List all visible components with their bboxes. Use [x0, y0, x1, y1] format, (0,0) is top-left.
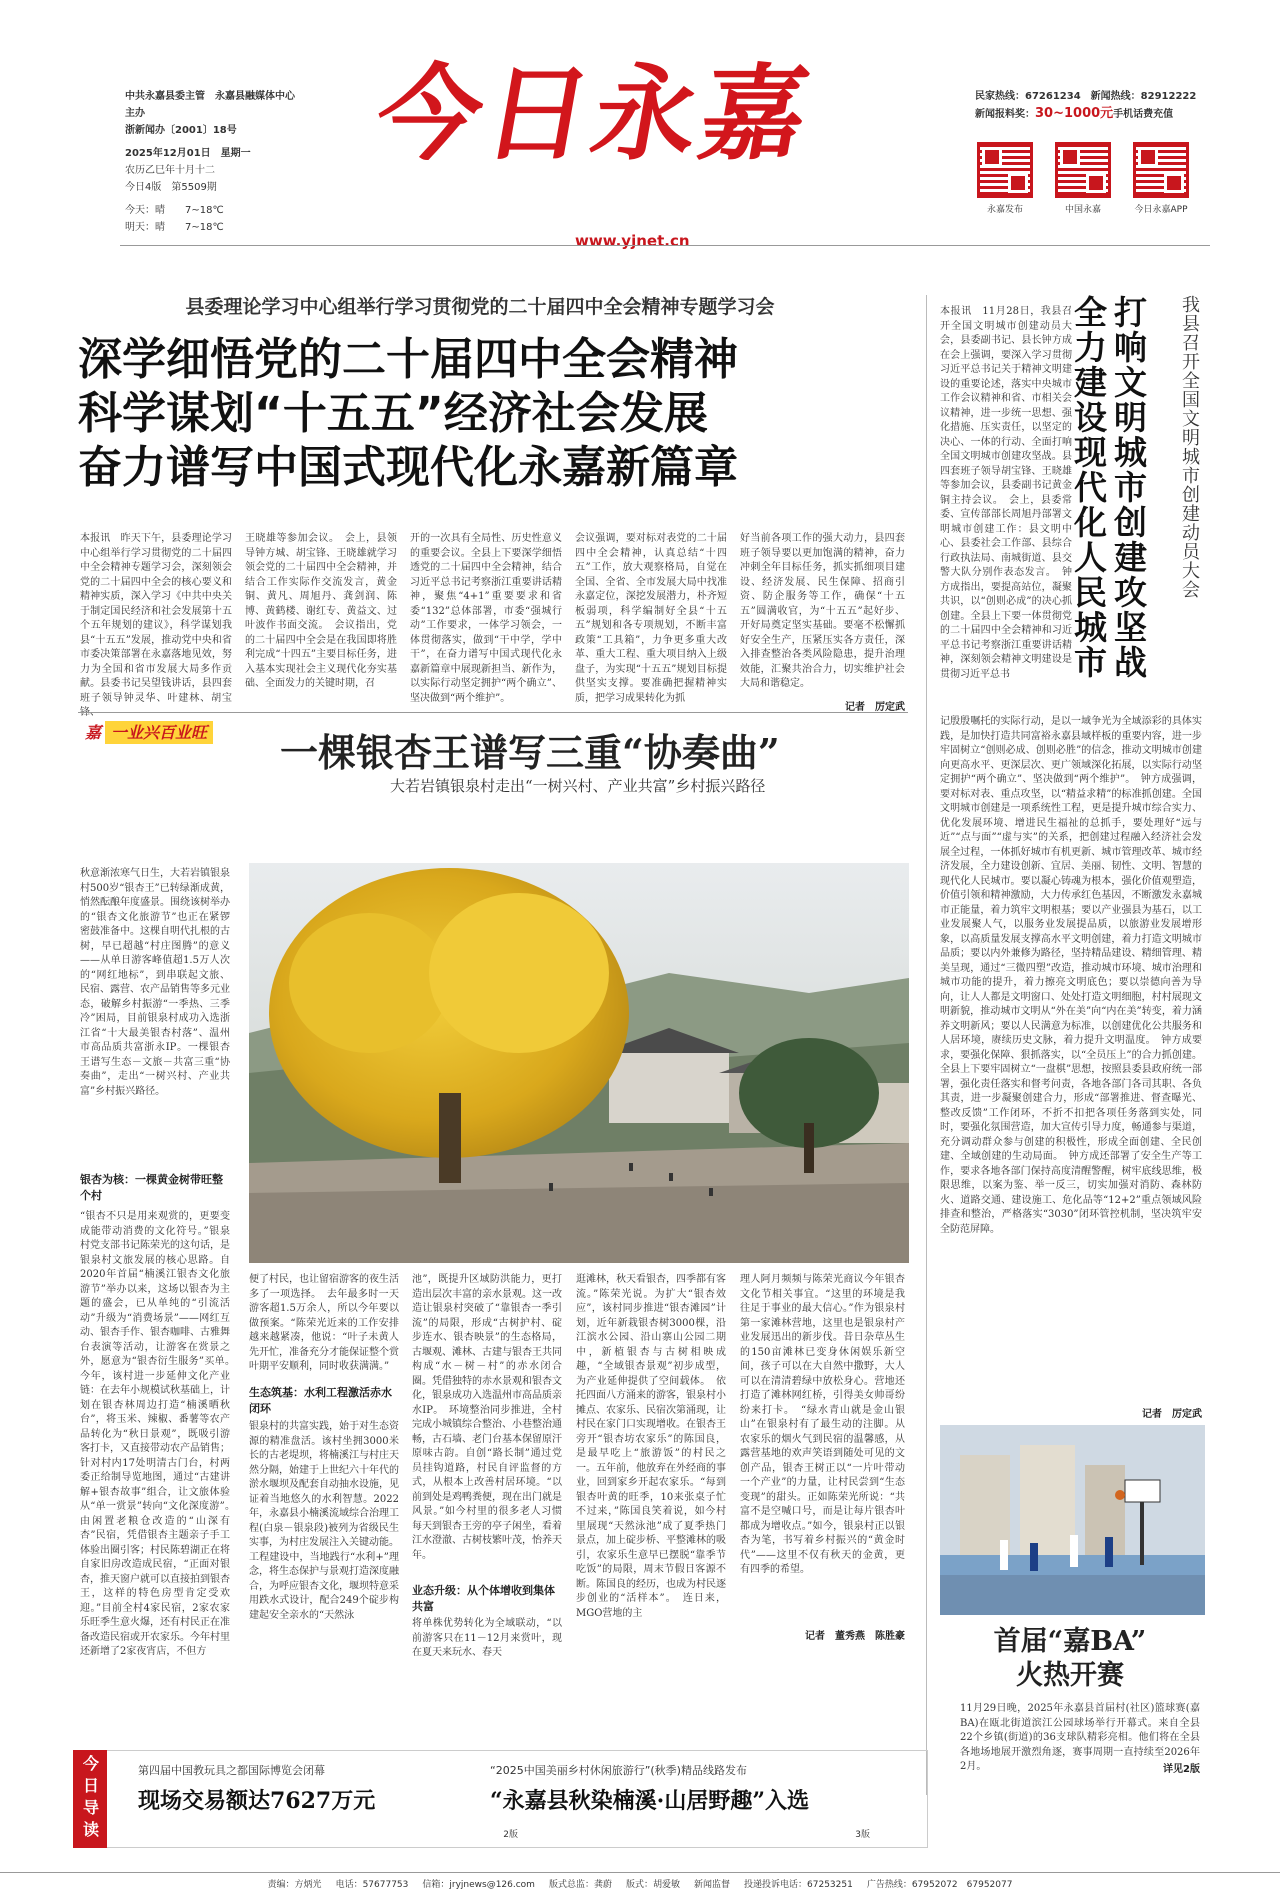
page-footer	[0, 1872, 1280, 1890]
qr-code-app[interactable]	[1131, 142, 1191, 215]
site-url[interactable]: www.yjnet.cn	[575, 232, 690, 250]
qr-label: 今日永嘉APP	[1134, 205, 1188, 215]
gingko-byline: 记者 董秀燕 陈胜豪	[805, 1631, 905, 1642]
basketball-photo	[940, 1425, 1205, 1615]
masthead-rule	[120, 245, 1210, 246]
sponsor-text: 中共永嘉县委主管 永嘉县融媒体中心主办	[125, 91, 295, 119]
lead-headline	[78, 333, 908, 495]
footer-supervision: 新闻监督	[694, 1880, 731, 1890]
gingko-tree-image	[249, 863, 909, 1263]
issue-date: 2025年12月01日 星期一	[125, 148, 251, 159]
basketball-headline	[945, 1625, 1195, 1693]
civilization-col-top: 本报讯 11月28日，我县召开全国文明城市创建动员大会，县委副书记、县长钟方成在会上强调，要深入学习贯彻习近平总书记关于精神文明建设的重要论述，落实中央城市工作会议精神和省、市相关会议精神，进一步统一思想、强化措施、压实责任，以坚定的决心、一体的行动、全面打响全国文明城市创建攻坚战。县四套班子领导胡宝锋、王晓雄等参加会议，县委副书记黄金铜主持会议。 会上，县委常委、宣传部部长周旭丹部署文明城市创建工作：县文明中心、县委社会工作部、县综合行政执法局、南城街道、县交警大队分别作表态发言。 钟方成指出，要提高站位，凝聚共识，以“创则必成”的决心抓创建。全县上下要一体贯彻党的二十届四中全会精神和习近平总书记考察浙江重要讲话精神，深刻领会精神文明建设是贯彻习近平总书	[940, 306, 1072, 680]
tag-char: 嘉	[85, 723, 102, 742]
guide-kicker: 第四届中国教玩具之都国际博览会闭幕	[138, 1764, 325, 1777]
column-rule	[926, 295, 927, 1795]
gingko-section-head-3: 业态升级：从个体增收到集体共富	[412, 1584, 555, 1613]
hotline-text: 民家热线：67261234 新闻热线：82912222	[975, 91, 1197, 102]
ad-suffix: 手机话费充值	[1113, 109, 1174, 120]
lead-col-4: 会议强调，要对标对表党的二十届四中全会精神，认真总结“十四五”工作，放大观察格局，自觉在全国、全省、全市发展大局中找准永嘉定位，深挖发展潜力，朴齐短板弱项，科学编制好全县“十五五”规划和各专项规划，不断丰富政策“工具箱”，力争更多重大改革、重大工程、重大项目纳入上级盘子，为实现“十五五”规划目标提供坚实支撑。要准确把握精神实质，把学习成果转化为抓	[575, 533, 727, 704]
column-tag	[85, 720, 245, 760]
guide-kicker: “2025中国美丽乡村休闲旅游行”(秋季)精品线路发布	[490, 1764, 747, 1777]
lead-subhead: 县委理论学习中心组举行学习贯彻党的二十届四中全会精神专题学习会	[185, 296, 775, 318]
guide-item-2[interactable]	[490, 1762, 870, 1840]
gingko-col-2: 便了村民，也让留宿游客的夜生活多了一项选择。 去年最多时一天游客超1.5万余人，所以今年要以做预案。“陈荣光近来的工作安排越来越紧凑，他说：“叶子未黄人先开忙，准备充分才能保证整个赏叶期平安顺利，同时收获满满。”	[249, 1274, 399, 1372]
lead-byline: 记者 厉定武	[845, 702, 905, 713]
ad-prefix: 新闻报料奖：	[975, 109, 1035, 120]
masthead-info-left	[125, 88, 295, 236]
guide-page: 3版	[855, 1830, 870, 1840]
footer-layout-director: 版式总监：龚蔚	[548, 1880, 612, 1890]
lead-col-1: 本报讯 昨天下午，县委理论学习中心组举行学习贯彻党的二十届四中全会精神专题学习会，深刻领会党的二十届四中全会的核心要义和精神实质，深入学习《中共中央关于制定国民经济和社会发展第十五个五年规划的建议》，科学谋划我县“十五五”发展，推动党中央和省市委决策部署在永嘉落地见效，努力为全国和省市发展大局多作贡献。县委书记吴望钱讲话，县四套班子领导钟灵华、叶建林、胡宝锋、	[80, 533, 232, 718]
gingko-col-4: 逛滩林，秋天看银杏，四季都有客流。”陈荣光说。为扩大“银杏效应”，该村同步推进“银杏滩园”计划，近年新栽银杏树3000棵，沿江滨水公园、沿山寨山公园二期中，新植银杏与古树相映成趣，“全域银杏景观”初步成型，为产业延伸提供了空间载体。 依托四面八方涌来的游客，银泉村小摊点、农家乐、民宿次第涌现，让村民在家门口实现增收。在银杏王旁开“银杏坊农家乐”的陈国良，是最早吃上“旅游饭”的村民之一。五年前，他放弃在外经商的事业，回到家乡开起农家乐。“每到银杏叶黄的旺季，10来张桌子忙不过来，”陈国良笑着说，如今村里展现“天然泳池”成了夏季热门景点，加上碇步桥、平整滩林的吸引，农家乐生意早已摆脱“靠季节吃饭”的局限，周末节假日客源不断。陈国良的经历，也成为村民逐步创业的“活样本”。 连日来，MGO营地的主	[576, 1274, 726, 1619]
gingko-col-1: 秋意渐浓寒气日生，大若岩镇银泉村500岁“银杏王”已转绿渐成黄，悄然酝酿年度盛景。围绕该树举办的“银杏文化旅游节”也正在紧锣密鼓准备中。这棵自明代扎根的古树，早已超越“村庄图腾”的意义——从单日游客峰值超1.5万人次的“网红地标”，到串联起文旅、民宿、露营、农产品销售等多元业态，破解乡村振游“一季热、三季冷”困局，目前银泉村成功入选浙江省“十大最美银杏村落”、温州市高品质共富浙永IP。一棵银杏王谱写生态－文旅－共富三重“协奏曲”，走出“一树兴村、产业共富”乡村振兴路径。	[80, 868, 230, 1097]
lead-col-3: 开的一次具有全局性、历史性意义的重要会议。全县上下要深学细悟透党的二十届四中全会精神，结合习近平总书记考察浙江重要讲话精神，聚焦“4+1”重要要求和省委“132”总体部署，市委“强城行动”工作要求，一体学习领会，一体贯彻落实，做到“干中学，学中干”，在奋力谱写中国式现代化永嘉新篇章中展现新担当、新作为，以实际行动坚定拥护“两个确立”、坚决做到“两个维护”。	[410, 533, 562, 704]
headline-line: 科学谋划“十五五”经济社会发展	[78, 388, 708, 439]
gingko-col-3b: 将单株优势转化为全域联动，“以前游客只在11－12月来赏叶，现在夏天来玩水、春天	[412, 1618, 562, 1658]
footer-layout: 版式：胡爱敏	[625, 1880, 680, 1890]
civilization-col-bottom: 记殷殷嘱托的实际行动，是以一域争光为全域添彩的具体实践，是加快打造共同富裕永嘉县域样板的重要内容，进一步牢固树立“创则必成、创则必胜”的信念，推动文明城市创建向更高水平、更深层次、更广领域深化拓展，以实际行动坚定拥护“两个确立”、坚决做到“两个维护”。 钟方成强调，要对标对表、重点攻坚，以“精益求精”的标准抓创建。全国文明城市创建是一项系统性工程，更是提升城市综合实力、优化发展环境、增进民生福祉的总抓手，要处理好“远与近”“点与面”“虚与实”的关系，把创建过程融入经济社会发展全过程，一体抓好城市有机更新、城市管理改革、城市经济发展，全力建设创新、宜居、美丽、韧性、文明、智慧的现代化人民城市。要以凝心铸魂为根本，强化价值观塑造，价值引领和精神激励，大力传承红色基因，不断激发永嘉城市正能量，着力筑牢文明根基；要以产业强县为基石，以工业发展聚人气，以服务业发展提品质，以旅游业发展增形象，以高质量发展支撑高水平文明创建，着力打造文明城市品质；要以内外兼修为路径，坚持精品建设、精细管理、精美呈现，通过“三微四塑”改造，推动城市环境、城市治理和城市功能的提升，着力擦亮文明底色；要以崇德向善为导向，让人人都是文明窗口、处处打造文明细胞，村村展现文明新貌，推动城市文明从“外在美”向“内在美”转变，着力涵养文明新风；要以人民满意为标准，以创建优化公共服务和人居环境，赓续历史文脉，着力提升文明温度。 钟方成要求，要强化保障、狠抓落实，以“全员压上”的合力抓创建。全县上下要牢固树立“一盘棋”思想，按照县委县政府统一部署，强化责任落实和督考问责，各地各部门各司其职、各负其责，进一步凝聚创建合力，形成“部署推进、督查曝光、整改反馈”工作闭环，不折不扣把各项任务落到实处，同时，要强化氛围营造，加大宣传引导力度，畅通参与渠道，充分调动群众参与创建的积极性，形成全面创建、全民创建、全域创建的生动局面。 钟方成还部署了安全生产等工作，要求各地各部门保持高度清醒警醒，树牢底线思维，极限思维，以案为鉴、举一反三，切实加强对消防、森林防火、道路交通、建设施工、危化品等“12+2”重点领域风险排查和整治，严格落实“3030”闭环管控机制，坚决筑牢安全防范屏障。	[940, 716, 1202, 1235]
guide-title: “永嘉县秋染楠溪·山居野趣”入选	[490, 1788, 809, 1814]
weather-today: 今天：晴 7~18℃	[125, 205, 224, 216]
gingko-section-head-1: 银杏为核：一棵黄金树带旺整个村	[80, 1173, 223, 1202]
footer-phone: 电话：57677753	[335, 1880, 409, 1890]
newspaper-title: 今日永嘉	[367, 52, 821, 175]
footer-editor: 责编：方炳光	[267, 1880, 322, 1890]
section-divider	[78, 712, 908, 713]
ad-price: 30~1000元	[1035, 106, 1114, 121]
lead-col-2: 王晓雄等参加会议。 会上，县领导钟方城、胡宝锋、王晓雄就学习领会党的二十届四中全会精神，并结合工作实际作交流发言，黄金铜、黄凡、周旭丹、龚剑润、陈博、黄鹤楼、谢红专、黄益文、过叶波作书面交流。 会议指出，党的二十届四中全会是在我国即将胜利完成“十四五”主要目标任务，进入基本实现社会主义现代化夯实基础、全面发力的关键时期，召	[245, 533, 397, 689]
basketball-text: 11月29日晚，2025年永嘉县首届村(社区)篮球赛(嘉BA)在瓯北街道滨江公园球场举行开幕式。来自全县22个乡镇(街道)的36支球队精彩亮相。他们将在全县各地场地展开激烈角逐，赛事周期一直持续至2026年2月。	[960, 1703, 1200, 1772]
guide-title: 现场交易额达7627万元	[138, 1788, 376, 1814]
lead-col-5: 好当前各项工作的强大动力，县四套班子领导要以更加饱满的精神，奋力冲刺全年目标任务，抓实抓细项目建设、经济发展、民生保障、招商引资、防企服务等工作，确保“十五五”圆满收官，为“十五五”起好步、开好局奠定坚实基础。要毫不松懈抓好安全生产，压紧压实各方责任，深入排查整治各类风险隐患，提升治理效能，汇聚共治合力，切实维护社会大局和谐稳定。	[740, 533, 905, 689]
footer-email[interactable]: 信箱：jryjnews@126.com	[422, 1880, 535, 1890]
today-guide-tag: 今日导读	[73, 1750, 107, 1848]
gingko-col-3: 池”，既提升区域防洪能力，更打造出层次丰富的亲水景观。这一改造让银泉村突破了“靠银杏一季引流”的局限，形成“古树护村、碇步连水、银杏映景”的生态格局，古堰观、滩林、古建与银杏王共同构成“水－树－村”的赤水闭合圈。凭借独特的赤水景观和银杏文化，银泉成功入选温州市高品质亲水IP。 环境整治同步推进，全村完成小城镇综合整治、小巷整治通畅，古石墙、老门台基本保留原汗原味古韵。自创“路长制”通过党员挂钩道路，村民自评监督的方式，从根本上改善村居环境。“以前到处是鸡鸭粪便，现在出门就是风景。”如今村里的很多老人习惯每天到银杏王旁的亭子闲坐，看着江水澄澈、古树枝繁叶茂，怡养天年。	[412, 1274, 562, 1561]
weather-tomorrow: 明天：晴 7~18℃	[125, 222, 224, 233]
civilization-byline: 记者 厉定武	[1142, 1409, 1202, 1420]
gingko-section-head-2: 生态筑基：水利工程激活赤水闭环	[249, 1386, 392, 1415]
issue-pages: 今日4版 第5509期	[125, 182, 217, 193]
qr-code-icon	[1055, 142, 1111, 198]
footer-complaint: 投递投诉电话：67253251	[744, 1880, 853, 1890]
license-text: 浙新闻办〔2001〕18号	[125, 125, 237, 136]
qr-code-icon	[977, 142, 1033, 198]
civilization-headline	[1069, 295, 1200, 715]
guide-item-1[interactable]	[138, 1762, 518, 1840]
tag-slogan: 一业兴百业旺	[105, 721, 213, 744]
qr-code-zgyj[interactable]	[1053, 142, 1113, 215]
gingko-col-2b: 银泉村的共富实践，始于对生态资源的精准盘活。该村坐拥3000米长的古老堤坝，将楠溪江与村庄天然分隔，始建于上世纪六十年代的淤水堰坝及配套自动抽水设施，见证着当地悠久的水利智慧。2022年，永嘉县小楠溪流域综合治理工程(白泉－银泉段)被列为省级民生实事，为村庄发展注入关键动能。工程建设中，当地践行“水利+”理念，将生态保护与景观打造深度融合，为呼应银杏文化，堰坝特意采用跌水式设计，配合249个碇步构建起安全亲水的“天然泳	[249, 1421, 399, 1621]
guide-page: 2版	[503, 1830, 518, 1840]
headline-line: 首届“嘉BA”	[993, 1626, 1147, 1657]
basketball-page-ref[interactable]: 详见2版	[1163, 1764, 1200, 1775]
gingko-subheadline: 大若岩镇银泉村走出“一树兴村、产业共富”乡村振兴路径	[390, 777, 766, 795]
title-line: 全力建设现代化人民城市	[1069, 295, 1108, 680]
title-line: 打响文明城市创建攻坚战	[1109, 295, 1148, 680]
gingko-photo	[249, 863, 909, 1263]
headline-line: 奋力谱写中国式现代化永嘉新篇章	[78, 442, 738, 493]
newspaper-logo	[367, 52, 898, 175]
footer-ad-hotline: 广告热线：67952072 67952077	[866, 1880, 1013, 1890]
headline-line: 深学细悟党的二十届四中全会精神	[78, 334, 738, 385]
gingko-col-5: 理人阿月频频与陈荣光商议今年银杏文化节相关事宜。“这里的环境是我往足于事业的最大信心。”作为银泉村第一家滩林营地，这里也是银泉村产业发展迅出的新步伐。昔日杂草丛生的150亩滩林已变身休闲娱乐新空间，孩子可以在大自然中撒野，大人可以在清清碧绿中放松身心。营地还打造了滩林网红桥，引得美女帅哥纷纷来打卡。 “绿水青山就是金山银山”在银泉村有了最生动的注脚。从农家乐的烟火气到民宿的温馨感，从露营基地的欢声笑语到随处可见的文创产品，银杏王树正以“一片叶带动一个产业”的力量，让村民尝到“生态变现”的甜头。正如陈荣光所说：“共富不是空喊口号，而是让每片银杏叶都成为增收点。”如今，银泉村正以银杏为笔，书写着乡村振兴的“黄金时代”——这里不仅有秋天的金黄，更有四季的希望。	[740, 1274, 905, 1575]
civilization-kicker: 我县召开全国文明城市创建动员大会	[1179, 295, 1200, 599]
masthead-info-right	[975, 88, 1205, 123]
lunar-date: 农历乙巳年十月十二	[125, 165, 215, 176]
headline-line: 火热开赛	[1016, 1660, 1124, 1691]
gingko-col-1b: “银杏不只是用来观赏的，更要变成能带动消费的文化符号。”银泉村党支部书记陈荣光的这句话，是银泉村文旅发展的核心思路。自2020年首届“楠溪江银杏文化旅游节”举办以来，这场以银杏为主题的盛会，已从单纯的“引流活动”升级为“消费场景”——网红互动、银杏手作、银杏咖啡、古雅舞台表演等活动，让游客在赏景之外，愿意为“银杏衍生服务”买单。 今年，该村进一步延伸文化产业链：在去年小规模试秋基础上，计划在银杏林周边打造“楠溪晒秋台”，将玉米、辣椒、番薯等农产品转化为“秋日景观”，既吸引游客打卡，又直接带动农产品销售；针对村内17处明清古门台，村两委正给制导览地图，通过“古建讲解+银杏故事”组合，让文旅体验从“单一赏景”转向“文化深度游”。 由闲置老粮仓改造的“山深有杏”民宿，凭借银杏主题亲子手工体验出圈引客；村民陈碧湖正在将自家旧房改造成民宿，“正面对银杏，推天窗户就可以直接拍到银杏王，这样的特色房型肯定受欢迎。”目前全村4家民宿，2家农家乐旺季生意火爆，还有村民正在准备改造民宿或开农家乐。今年村里还新增了2家夜宵店，不但方	[80, 1211, 240, 1657]
qr-code-row	[975, 142, 1205, 215]
qr-code-icon	[1133, 142, 1189, 198]
qr-code-fabu[interactable]	[975, 142, 1035, 215]
civilization-title	[1068, 295, 1148, 680]
gingko-headline: 一棵银杏王谱写三重“协奏曲”	[280, 730, 780, 775]
qr-label: 永嘉发布	[986, 205, 1023, 215]
qr-label: 中国永嘉	[1064, 205, 1101, 215]
basketball-image	[940, 1425, 1205, 1615]
